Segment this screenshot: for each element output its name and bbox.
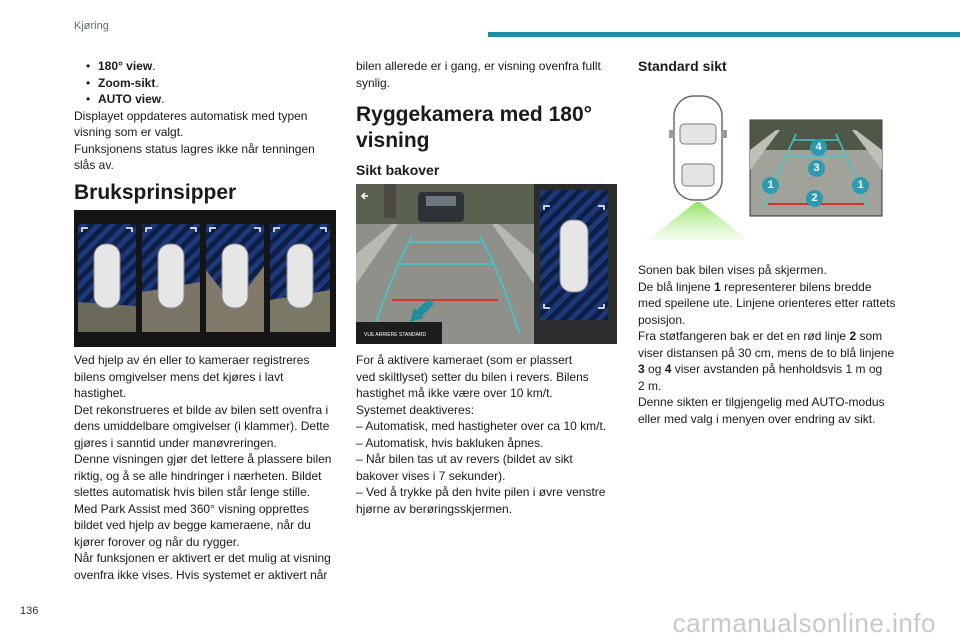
body-line: – Automatisk, med hastigheter over ca 10 km/t. <box>356 419 607 433</box>
column-2-continued <box>356 58 618 91</box>
page-number: 136 <box>20 605 39 617</box>
intro-line: visning som er valgt. <box>74 125 184 139</box>
marker-4: 4 <box>810 139 827 156</box>
body-line: bakover vises i 7 sekunder). <box>356 468 506 483</box>
body-line: kjører forover og når du rygger. <box>74 534 240 549</box>
body-line: Fra støtfangeren bak er det en rød linje 2 som <box>638 329 883 343</box>
heading-standard-sikt: Standard sikt <box>638 58 727 74</box>
top-view-image <box>74 210 336 347</box>
body-line: gjøres i sanntid under manøvreringen. <box>74 435 277 450</box>
heading-ryggekamera <box>356 102 592 154</box>
body-line: slettes automatisk hvis bilen står lenge stille. <box>74 485 311 499</box>
body-line: hastighet må ikke være over 10 km/t. <box>356 386 553 400</box>
standard-view-illustration <box>648 90 888 246</box>
column-2-body <box>356 352 618 517</box>
body-line: eller med valg i menyen over endring av sikt. <box>638 411 876 426</box>
body-line: posisjon. <box>638 312 686 327</box>
body-line: bildet ved hjelp av begge kameraene, når du <box>74 518 311 532</box>
rear-camera-image <box>356 184 617 344</box>
body-line: ovenfra ikke vises. Hvis systemet er aktivert når <box>74 567 328 582</box>
marker-1-right: 1 <box>852 177 869 194</box>
body-line: Det rekonstrueres et bilde av bilen sett ovenfra i <box>74 402 329 417</box>
intro-line: Funksjonens status lagres ikke når tenningen <box>74 141 315 156</box>
watermark: carmanualsonline.info <box>672 608 936 638</box>
marker-2: 2 <box>806 190 823 207</box>
column-1-body <box>74 352 342 583</box>
body-line: – Automatisk, hvis bakluken åpnes. <box>356 435 544 450</box>
body-line: Denne visningen gjør det lettere å plassere bilen <box>74 452 332 466</box>
body-line: hastighet. <box>74 386 127 400</box>
body-line: synlig. <box>356 75 391 90</box>
marker-1-left: 1 <box>762 177 779 194</box>
body-line: riktig, og å se alle hindringer i nærheten. Bildet <box>74 468 322 483</box>
body-line: ved skiltlyset) setter du bilen i revers. Bilens <box>356 369 589 384</box>
intro-line: slås av. <box>74 158 114 172</box>
header-accent-bar <box>488 32 960 37</box>
column-3-body <box>638 262 910 427</box>
body-line: bilens omgivelser mens det kjøres i lavt <box>74 369 284 384</box>
body-line: bilen allerede er i gang, er visning ovenfra fullt <box>356 59 601 73</box>
bullet-item: • Zoom-sikt. <box>86 75 159 90</box>
body-line: med speilene ute. Linjene orienteres etter rattets <box>638 296 896 310</box>
body-line: viser distansen på 30 cm, mens de to blå linjene <box>638 345 895 360</box>
body-line: hjørne av berøringsskjermen. <box>356 501 513 516</box>
subheading-sikt-bakover: Sikt bakover <box>356 162 440 178</box>
body-line: – Når bilen tas ut av revers (bildet av sikt <box>356 452 573 466</box>
body-line: – Ved å trykke på den hvite pilen i øvre venstre <box>356 485 606 499</box>
body-line: dens umiddelbare omgivelser (i klammer). Dette <box>74 419 330 433</box>
body-line: 2 m. <box>638 378 662 393</box>
body-line: Systemet deaktiveres: <box>356 402 475 417</box>
bullet-item: • 180° view. <box>86 59 156 73</box>
body-line: Ved hjelp av én eller to kameraer registreres <box>74 353 310 367</box>
heading-line: visning <box>356 129 430 152</box>
marker-3: 3 <box>808 160 825 177</box>
body-line: For å aktivere kameraet (som er plassert <box>356 353 573 367</box>
heading-line: Ryggekamera med 180° <box>356 103 593 126</box>
body-line: Når funksjonen er aktivert er det mulig at visning <box>74 551 331 565</box>
section-title: Kjøring <box>74 20 109 32</box>
body-line: Med Park Assist med 360° visning opprettes <box>74 501 309 516</box>
body-line: 3 og 4 viser avstanden på henholdsvis 1 m og <box>638 362 883 376</box>
body-line: Sonen bak bilen vises på skjermen. <box>638 263 827 277</box>
heading-bruksprinsipper: Bruksprinsipper <box>74 181 237 204</box>
body-line: Denne sikten er tilgjengelig med AUTO-modus <box>638 395 885 409</box>
bullet-item: • AUTO view. <box>86 92 165 106</box>
screen-mode-label: VUE ARRIERE STANDARD <box>364 332 427 338</box>
body-line: De blå linjene 1 representerer bilens bredde <box>638 279 872 294</box>
column-1 <box>74 58 342 174</box>
intro-line: Displayet oppdateres automatisk med typen <box>74 108 308 123</box>
